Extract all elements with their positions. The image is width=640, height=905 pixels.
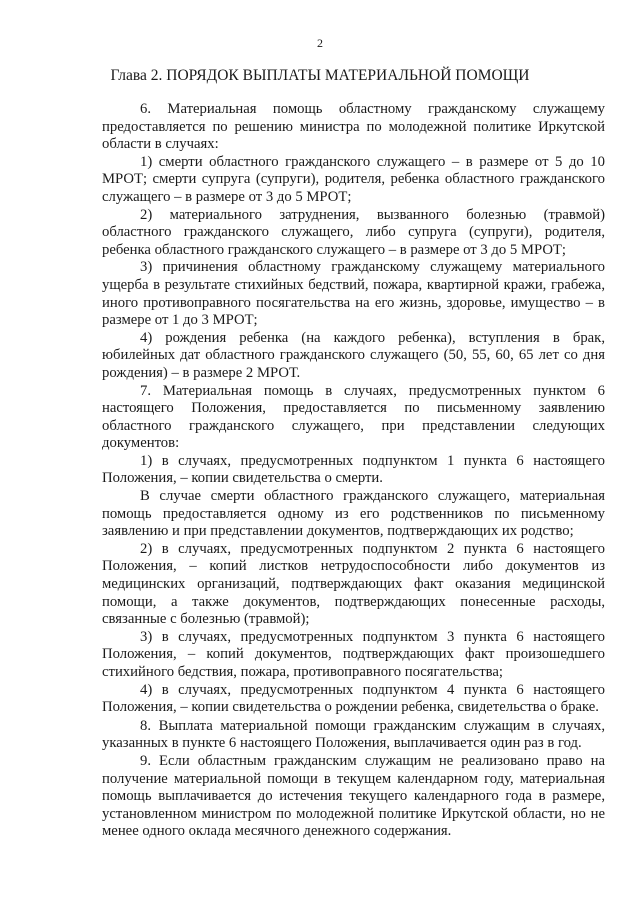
chapter-title: Глава 2. ПОРЯДОК ВЫПЛАТЫ МАТЕРИАЛЬНОЙ ПОМОЩИ bbox=[110, 67, 530, 84]
paragraph-6-item-2: 2) материального затруднения, вызванного болезнью (травмой) областного гражданского служащего, либо супруга (супруги), родителя, ребенка областного гражданского служащего – в размере от 3 до 5 МРОТ; bbox=[102, 206, 605, 258]
paragraph-6-item-1: 1) смерти областного гражданского служащего – в размере от 5 до 10 МРОТ; смерти супруга (супруги), родителя, ребенка областного гражданского служащего – в размере от 3 до 5 МРОТ; bbox=[102, 153, 605, 205]
paragraph-9: 9. Если областным гражданским служащим не реализовано право на получение материальной помощи в текущем календарном году, материальная помощь выплачивается до истечения текущего календарного года в размере, установленном министром по молодежной политике Иркутской области, но не менее одного оклада месячного денежного содержания. bbox=[102, 752, 605, 840]
paragraph-7-item-1: 1) в случаях, предусмотренных подпунктом 1 пункта 6 настоящего Положения, – копии свидетельства о смерти. bbox=[102, 452, 605, 487]
paragraph-7-note: В случае смерти областного гражданского служащего, материальная помощь предоставляется одному из его родственников по письменному заявлению и при представлении документов, подтверждающих их родство; bbox=[102, 488, 605, 540]
paragraph-6: 6. Материальная помощь областному гражданскому служащему предоставляется по решению министра по молодежной политике Иркутской области в случаях: bbox=[102, 101, 605, 153]
paragraph-8: 8. Выплата материальной помощи гражданским служащим в случаях, указанных в пункте 6 настоящего Положения, выплачивается один раз в год. bbox=[102, 717, 605, 752]
paragraph-6-item-3: 3) причинения областному гражданскому служащему материального ущерба в результате стихийных бедствий, пожара, квартирной кражи, грабежа, иного противоправного посягательства на его жизнь, здоровье, имущество – в размере от 1 до 3 МРОТ; bbox=[102, 259, 605, 329]
paragraph-6-item-4: 4) рождения ребенка (на каждого ребенка), вступления в брак, юбилейных дат областного гражданского служащего (50, 55, 60, 65 лет со дня рождения) – в размере 2 МРОТ. bbox=[102, 329, 605, 381]
paragraph-7-item-2: 2) в случаях, предусмотренных подпунктом 2 пункта 6 настоящего Положения, – копий листков нетрудоспособности либо документов из медицинских организаций, подтверждающих факт оказания медицинской помощи, а также документов, подтверждающих понесенные расходы, связанные с болезнью (травмой); bbox=[102, 540, 605, 628]
page-number: 2 bbox=[317, 36, 323, 50]
body-text bbox=[102, 101, 605, 841]
paragraph-7-item-3: 3) в случаях, предусмотренных подпунктом 3 пункта 6 настоящего Положения, – копий документов, подтверждающих факт произошедшего стихийного бедствия, пожара, противоправного посягательства; bbox=[102, 628, 605, 680]
paragraph-7-item-4: 4) в случаях, предусмотренных подпунктом 4 пункта 6 настоящего Положения, – копии свидетельства о рождении ребенка, свидетельства о браке. bbox=[102, 681, 605, 716]
paragraph-7: 7. Материальная помощь в случаях, предусмотренных пунктом 6 настоящего Положения, предоставляется по письменному заявлению областного гражданского служащего, при представлении следующих документов: bbox=[102, 382, 605, 452]
